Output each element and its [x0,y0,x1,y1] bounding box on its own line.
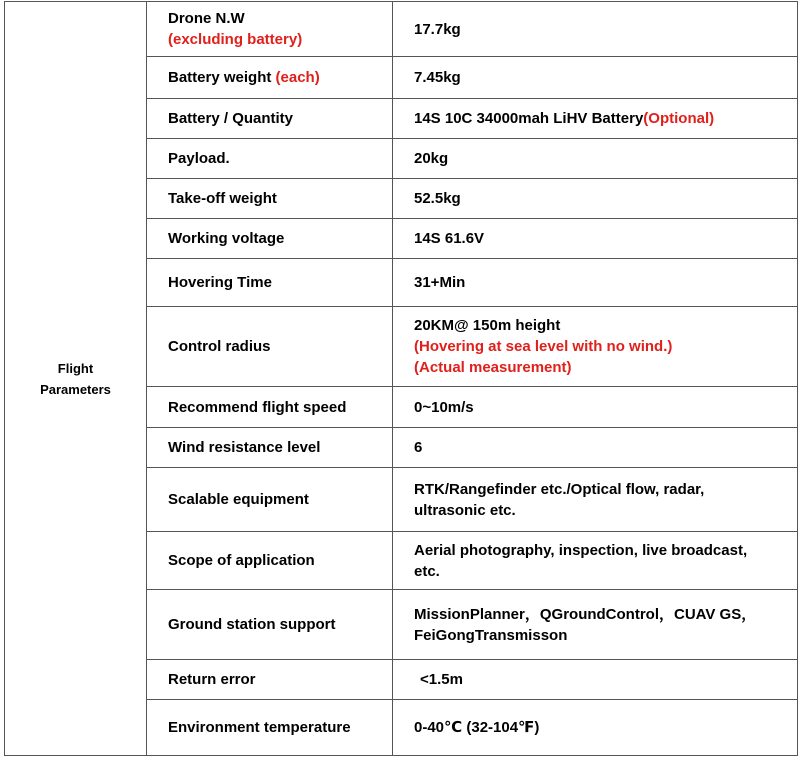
param-name: Scalable equipment [147,468,393,532]
param-name [147,57,393,99]
param-value [393,468,798,532]
param-name: Return error [147,660,393,700]
param-value: 7.45kg [393,57,798,99]
param-value [393,532,798,590]
category-label: Parameters [40,381,111,397]
param-value: 0~10m/s [393,387,798,428]
param-value [393,590,798,660]
param-name: Ground station support [147,590,393,660]
flight-parameters-table [4,1,798,756]
param-value: 6 [393,428,798,468]
param-value [393,307,798,387]
param-value: 0-40℃ (32-104℉) [393,700,798,756]
param-name: Working voltage [147,219,393,259]
param-name: Scope of application [147,532,393,590]
param-value-text: RTK/Rangefinder etc./Optical flow, radar, [414,480,705,498]
param-value: 52.5kg [393,179,798,219]
param-value-text: FeiGongTransmisson [414,626,568,644]
param-value: 17.7kg [393,2,798,57]
param-name: Battery / Quantity [147,99,393,139]
param-name: Hovering Time [147,259,393,307]
param-name-text: Drone N.W [168,10,245,27]
param-value-text: MissionPlanner，QGroundControl，CUAV GS， [414,605,757,623]
category-cell [5,2,147,756]
param-value-text: Aerial photography, inspection, live broadcast, [414,541,748,559]
param-name: Take-off weight [147,179,393,219]
param-value: 20kg [393,139,798,179]
param-value-text: etc. [414,562,440,580]
param-name-note: (excluding battery) [168,31,303,48]
param-value-note: (Hovering at sea level with no wind.) [414,338,673,355]
param-name: Environment temperature [147,700,393,756]
param-name: Recommend flight speed [147,387,393,428]
param-value-text: 14S 10C 34000mah LiHV Battery [414,110,644,127]
category-label: Flight [57,360,94,376]
table-row [5,2,798,57]
param-name: Payload. [147,139,393,179]
param-value: <1.5m [393,660,798,700]
param-value: 31+Min [393,259,798,307]
param-name-text: Battery weight [168,69,276,86]
param-name: Control radius [147,307,393,387]
param-value [393,99,798,139]
param-value-text: 20KM@ 150m height [414,317,561,334]
param-name-note: (each) [275,69,320,86]
param-name [147,2,393,57]
param-name: Wind resistance level [147,428,393,468]
param-value-note: (Optional) [643,110,715,127]
param-value-note: (Actual measurement) [414,359,572,376]
param-value-text: ultrasonic etc. [414,501,516,519]
param-value: 14S 61.6V [393,219,798,259]
